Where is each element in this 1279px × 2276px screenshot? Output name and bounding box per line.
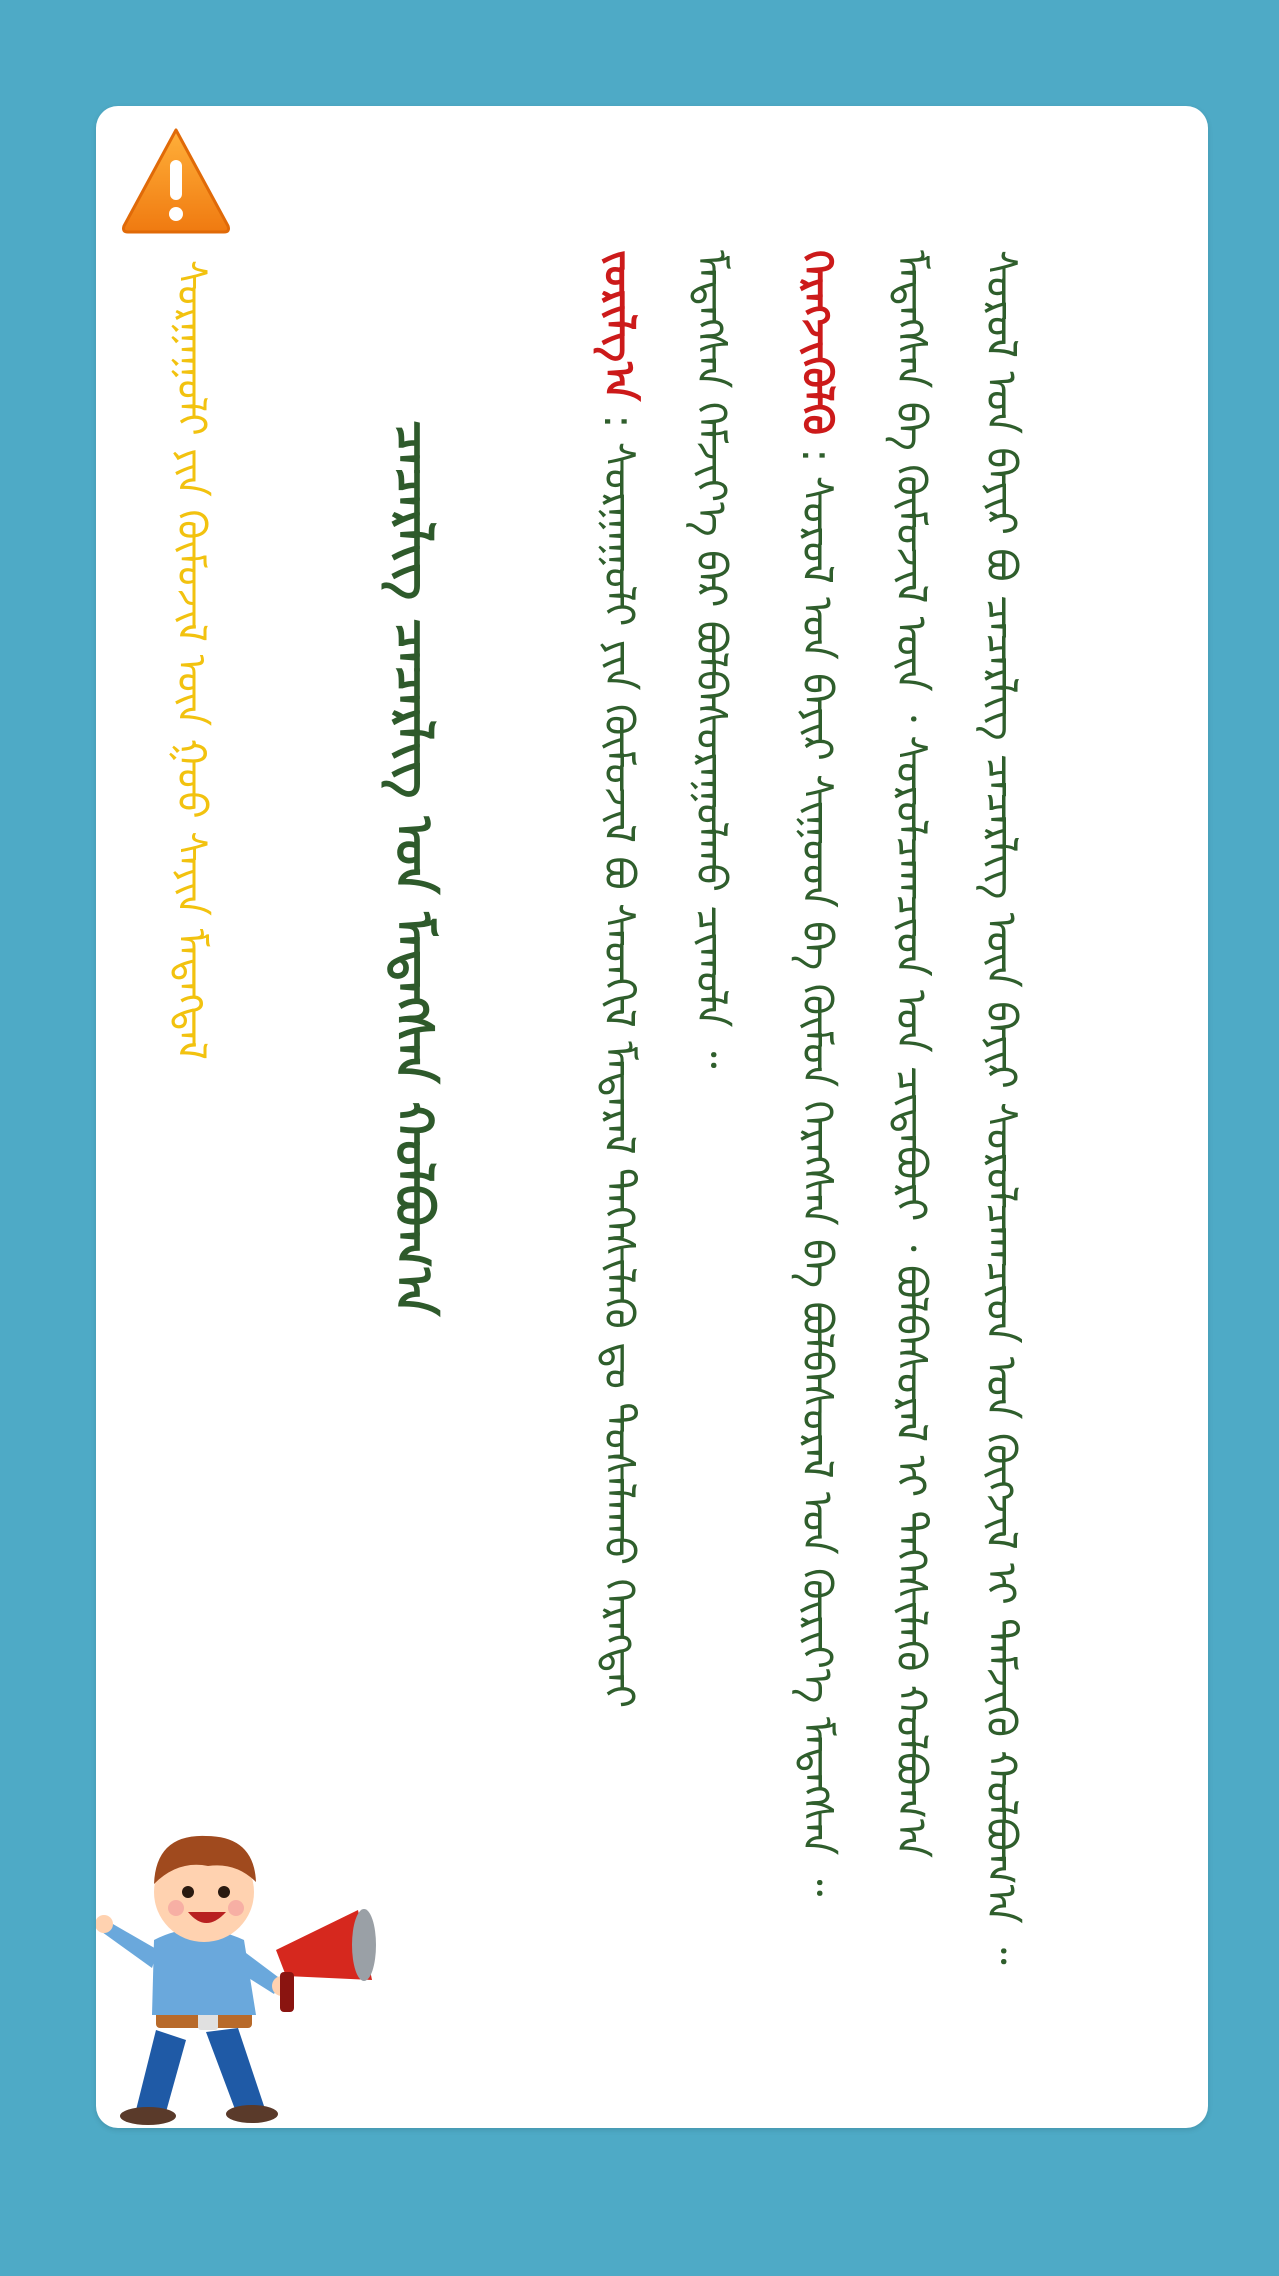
paragraph-goal-label: ᠵᠣᠷᠢᠯᠭ᠎ᠠ [595, 250, 644, 402]
page-title: ᠴᠡᠴᠡᠷᠯᠢᠭ ᠴᠡᠴᠡᠷᠯᠢᠭ ᠤᠨ ᠮᠡᠳᠡᠭᠰᠡᠨ ᠬᠣᠯᠪᠣᠭ᠎ᠠ [383, 420, 443, 1317]
paragraph-goal-text: : ᠰᠤᠷᠭᠠᠭᠤᠯᠢ ᠶᠢᠨ ᠬᠦᠮᠦᠵᠢᠯ ᠪᠣ ᠰᠡᠳᠬᠢᠯ ᠮᠡᠳᠡᠷᠡᠯ ᠳᠡᠭᠡᠰᠢᠯᠡᠬᠦ ᠳᠤ ᠲᠤᠰᠠᠯᠠᠬᠤ ᠬᠡᠷᠡᠭᠲᠡᠢ [595, 401, 644, 1709]
paragraph-goal [588, 250, 650, 1708]
boy-megaphone-illustration [96, 1800, 396, 2130]
paragraph-goal-continued: ᠮᠡᠳᠡᠭᠰᠡᠨ ᠬᠡᠮᠵᠢᠶ᠎ᠡ ᠪᠠᠷ ᠪᠣᠯᠪᠠᠰᠤᠷᠠᠭᠤᠯᠬᠤ ᠴᠢᠬᠤᠯᠠ ᠃ [687, 250, 736, 1069]
paragraph-method-text: : ᠰᠤᠷᠤᠯ ᠤᠨ ᠪᠠᠶᠢᠷ ᠰᠢᠭᠤᠳ ᠪᠠ ᠬᠦᠮᠦᠨ ᠬᠡᠷᠡᠭᠰᠡᠨ ᠪᠠ ᠪᠣᠯᠪᠠᠰᠤᠷᠠᠯ ᠤᠨ ᠬᠦᠷᠢᠶ᠎ᠡ ᠮᠡᠳᠡᠭᠰᠡᠨ ᠃ [793, 434, 842, 1897]
warning-icon [120, 126, 232, 234]
paragraph-summary: ᠰᠤᠷᠤᠯ ᠤᠨ ᠪᠠᠶᠢᠷ ᠪᠣ ᠴᠡᠴᠡᠷᠯᠢᠭ ᠴᠡᠴᠡᠷᠯᠢᠭ ᠦᠨ ᠪᠠᠶᠢᠷ ᠰᠤᠷᠤᠯᠴᠠᠭᠴᠢᠳ ᠤᠨ ᠬᠥᠭᠵᠢᠯ ᠢ ᠳᠡᠮᠵᠢᠬᠦ ᠬᠣᠯᠪᠣᠭ᠎ᠠ ᠃ [977, 250, 1026, 1965]
paragraph-method-label: ᠬᠡᠷᠡᠭᠵᠢᠭᠦᠯᠬᠦ [793, 250, 842, 435]
paragraph-method-continued: ᠮᠡᠳᠡᠭᠰᠡᠨ ᠪᠠ ᠬᠦᠮᠦᠵᠢᠯ ᠦᠨ ᠂ ᠰᠤᠷᠤᠯᠴᠠᠭᠴᠢᠳ ᠤᠨ ᠴᠢᠳᠠᠪᠤᠷᠢ ᠂ ᠪᠣᠯᠪᠠᠰᠤᠷᠠᠯ ᠢ ᠳᠡᠭᠡᠰᠢᠯᠡᠬᠦ ᠬᠣᠯᠪᠣᠭ᠎ᠠ [887, 250, 936, 1859]
notice-text: ᠰᠤᠷᠭᠠᠭᠤᠯᠢ ᠶᠢᠨ ᠬᠦᠮᠦᠵᠢᠯ ᠦᠨ ᠭᠣᠣ ᠰᠠᠶᠢᠨ ᠮᠡᠳᠡᠭᠳᠡᠯ [168, 260, 214, 1060]
paragraph-method [786, 250, 848, 1896]
